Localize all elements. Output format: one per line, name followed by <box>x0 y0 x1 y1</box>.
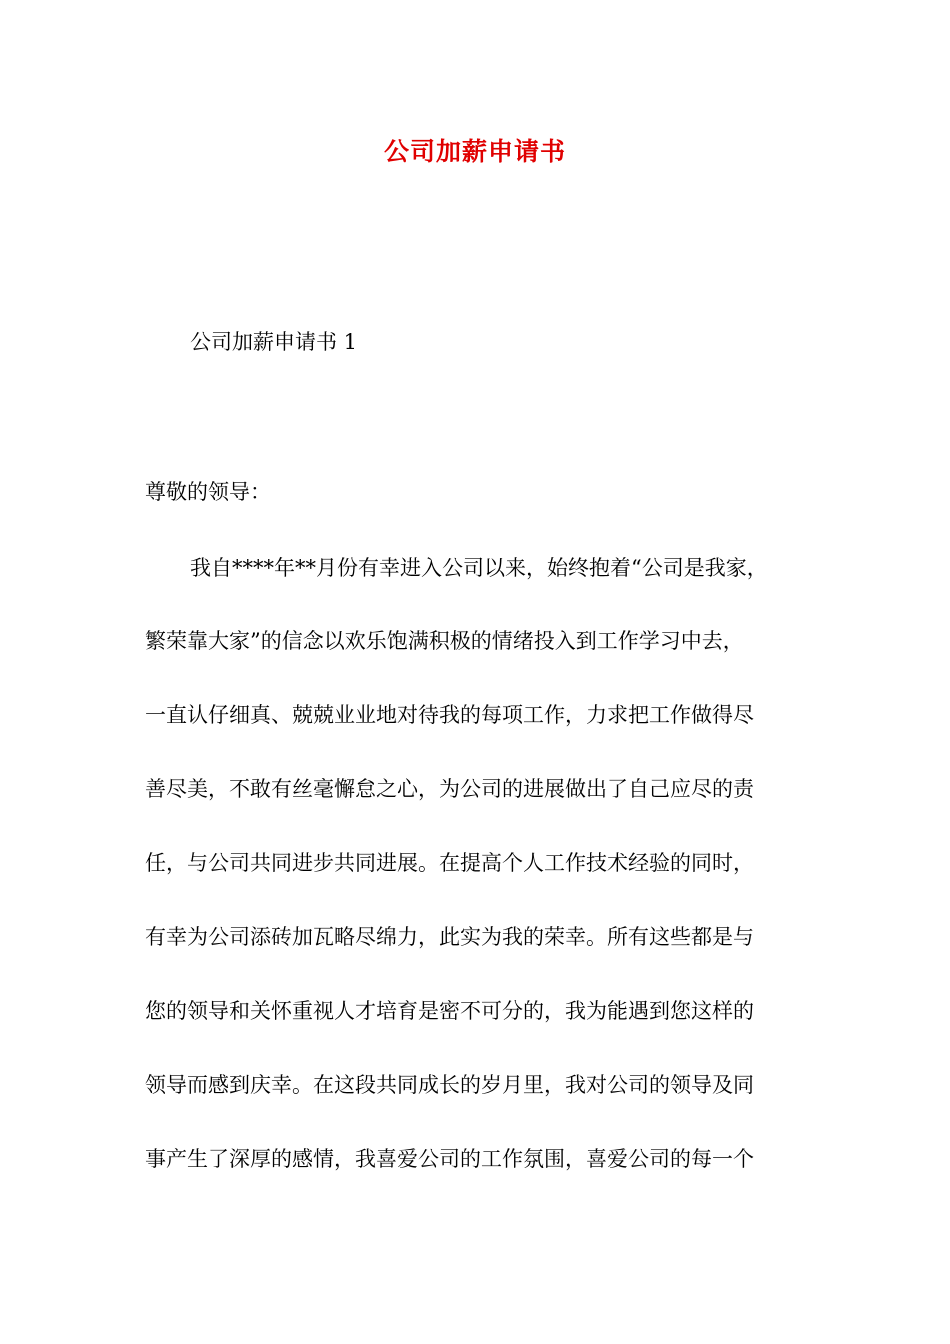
document-subtitle: 公司加薪申请书 1 <box>190 330 358 354</box>
body-line: 我自****年**月份有幸进入公司以来，始终抱着“公司是我家， <box>190 556 768 580</box>
body-line: 繁荣靠大家”的信念以欢乐饱满积极的情绪投入到工作学习中去， <box>145 629 744 653</box>
body-line: 任，与公司共同进步共同进展。在提高个人工作技术经验的同时， <box>145 851 754 875</box>
salutation: 尊敬的领导： <box>145 480 271 504</box>
body-line: 一直认仔细真、兢兢业业地对待我的每项工作，力求把工作做得尽 <box>145 703 754 727</box>
document-title: 公司加薪申请书 <box>383 137 566 166</box>
body-line: 有幸为公司添砖加瓦略尽绵力，此实为我的荣幸。所有这些都是与 <box>145 925 754 949</box>
body-line: 事产生了深厚的感情，我喜爱公司的工作氛围，喜爱公司的每一个 <box>145 1147 754 1171</box>
body-line: 善尽美，不敢有丝毫懈怠之心，为公司的进展做出了自己应尽的责 <box>145 777 754 801</box>
body-line: 您的领导和关怀重视人才培育是密不可分的，我为能遇到您这样的 <box>145 999 754 1023</box>
body-line: 领导而感到庆幸。在这段共同成长的岁月里，我对公司的领导及同 <box>145 1073 754 1097</box>
